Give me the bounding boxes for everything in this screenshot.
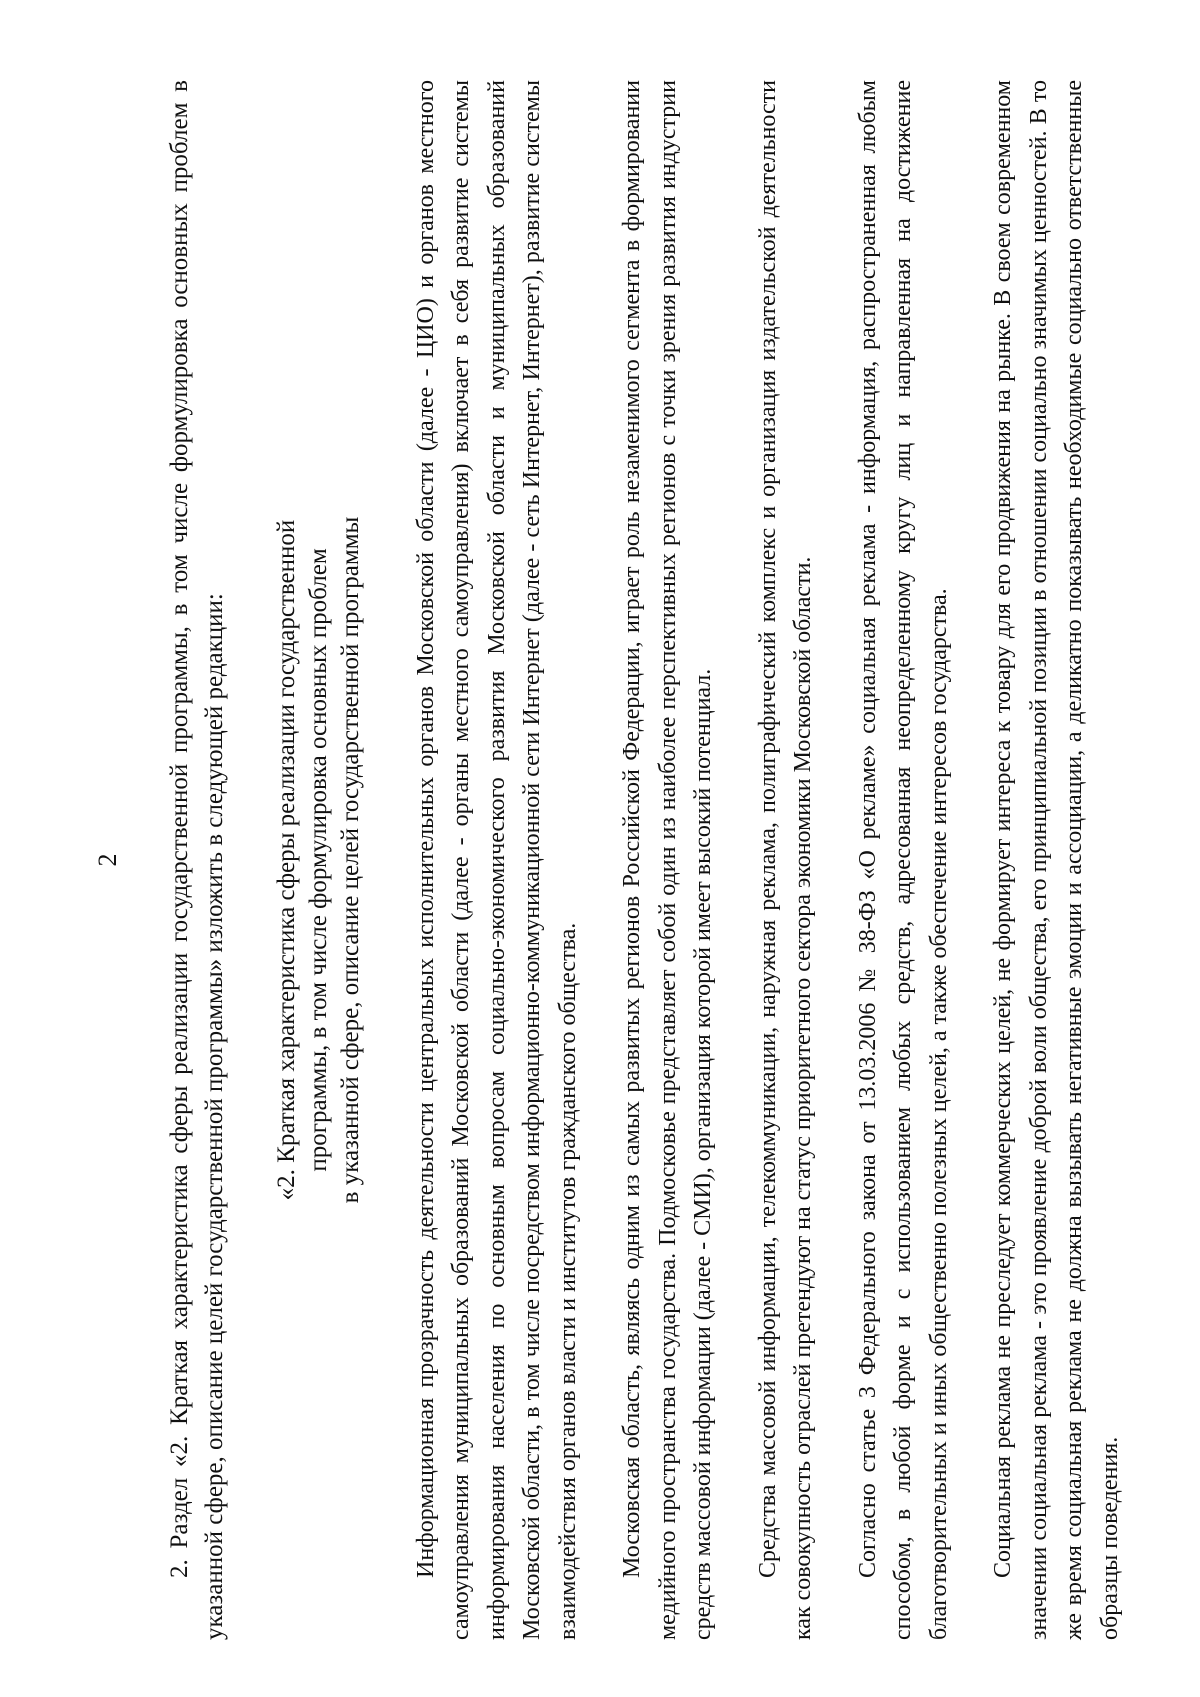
page-number: 2 xyxy=(93,853,122,867)
paragraph-moscow-region-media: Московская область, являясь одним из самых развитых регионов Российской Федерации, играет роль незаменимого сегмента в формировании медийного пространства государства. Подмосковье представляет собой один из наиболее перспективных регионов с точки зрения развития индустрии средств массовой информации (далее - СМИ), организация которой имеет высокий потенциал. xyxy=(619,80,716,1640)
paragraph-mass-media-sectors: Средства массовой информации, телекоммуникации, наружная реклама, полиграфический комплекс и организация издательской деятельности как совокупность отраслей претендуют на статус приоритетного сектора экономики Московской области. xyxy=(754,80,816,1640)
section-heading-line-2: программы, в том числе формулировка основных проблем xyxy=(304,548,332,1172)
rotated-document-page xyxy=(90,80,1123,1640)
section-heading-line-3: в указанной сфере, описание целей государственной программы xyxy=(336,516,364,1204)
section-heading xyxy=(271,80,367,1640)
intro-paragraph: 2. Раздел «2. Краткая характеристика сферы реализации государственной программы, в том числе формулировка основных проблем в указанной сфере, описание целей государственной программы» изложить в следующей редакции: xyxy=(165,80,228,1640)
paragraph-social-advertising-purpose: Социальная реклама не преследует коммерческих целей, не формирует интереса к товару для его продвижения на рынке. В своем современном значении социальная реклама - это проявление доброй воли общества, его принципиальной позиции в отношении социально значимых ценностей. В то же время социальная реклама не должна вызывать негативные эмоции и ассоциации, а деликатно показывать необходимые социально ответственные образцы поведения. xyxy=(990,80,1123,1640)
paragraph-law-social-advertising: Согласно статье 3 Федерального закона от 13.03.2006 № 38-ФЗ «О рекламе» социальная реклама - информация, распространенная любым способом, в любой форме и с использованием любых средств, адресованная неопределенному кругу лиц и направленная на достижение благотворительных и иных общественно полезных целей, а также обеспечение интересов государства. xyxy=(854,80,952,1640)
section-heading-line-1: «2. Краткая характеристика сферы реализации государственной xyxy=(272,519,300,1201)
paragraph-information-transparency: Информационная прозрачность деятельности центральных исполнительных органов Московской области (далее - ЦИО) и органов местного самоуправления муниципальных образований Московской области (далее - органы местного самоуправления) включает в себя развитие системы информирования населения по основным вопросам социально-экономического развития Московской области и муниципальных образований Московской области, в том числе посредством информационно-коммуникационной сети Интернет (далее - сеть Интернет, Интернет), развитие системы взаимодействия органов власти и институтов гражданского общества. xyxy=(412,80,581,1640)
